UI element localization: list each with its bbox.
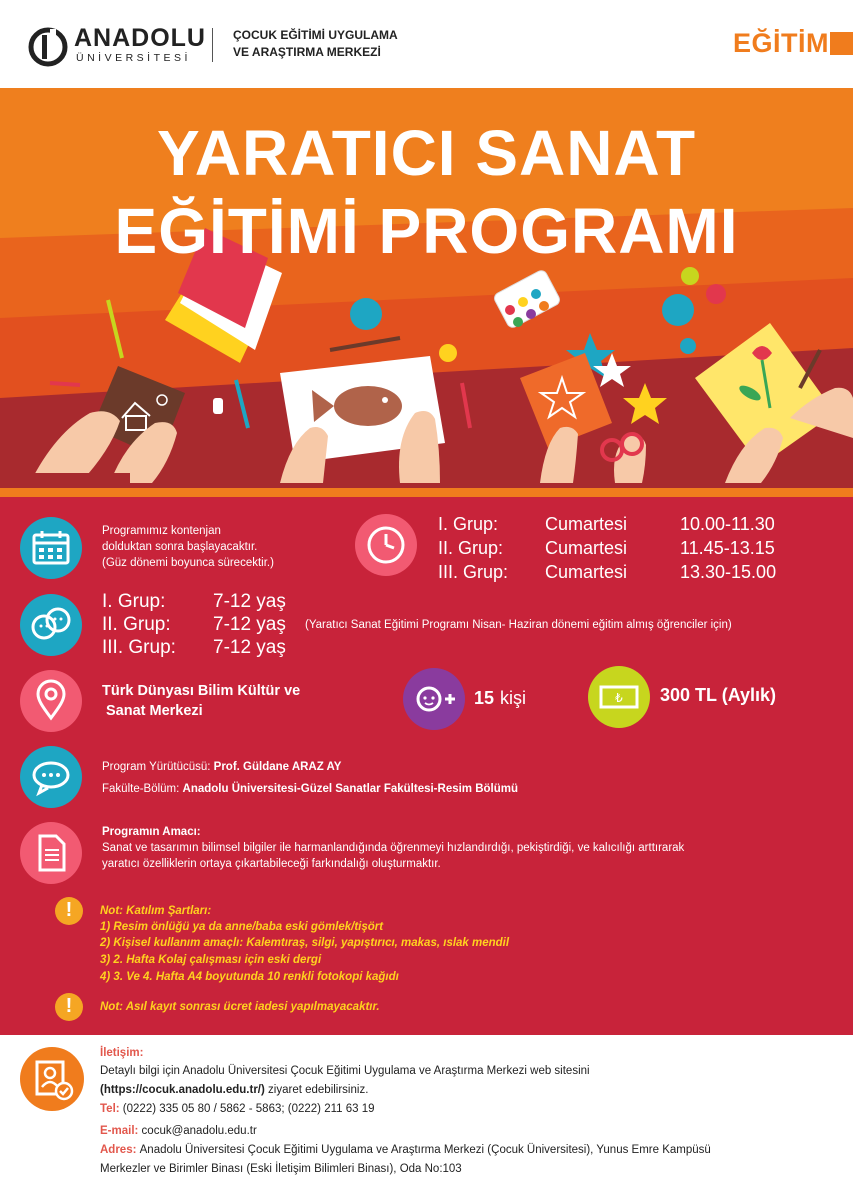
add-child-icon [403, 668, 465, 730]
program-title-line2: EĞİTİMİ PROGRAMI [114, 195, 739, 267]
children-icon [20, 594, 82, 656]
aim-line1: Sanat ve tasarımın bilimsel bilgiler ile harmanlandığında öğrenmeyi hızlandırdığı, pekiştirdiği, ve kalıcılığı arttırarak [102, 842, 685, 854]
warning-glyph: ! [65, 899, 73, 921]
contact-line2 [100, 1081, 368, 1100]
center-name-line2: VE ARAŞTIRMA MERKEZİ [233, 45, 381, 59]
capacity-unit: kişi [500, 688, 526, 708]
center-name-line1: ÇOCUK EĞİTİMİ UYGULAMA [233, 28, 398, 42]
schedule-group-3: III. Grup: [438, 562, 509, 582]
logo-name: ANADOLU [74, 24, 206, 52]
age-group-2: II. Grup: [102, 614, 171, 635]
warning-glyph: ! [65, 995, 73, 1017]
schedule-time-2: 11.45-13.15 [680, 538, 775, 558]
start-line2: dolduktan sonra başlayacaktır. [102, 541, 258, 553]
program-details [0, 497, 853, 1035]
email [100, 1122, 257, 1141]
address-line1 [100, 1141, 711, 1160]
note-item-2: 2) Kişisel kullanım amaçlı: Kalemtıraş, silgi, yapıştırıcı, makas, ıslak mendil [100, 937, 510, 949]
hero-banner [0, 88, 853, 488]
address-line2: Merkezler ve Birimler Binası (Eski İletişim Bilimleri Binası), Oda No:103 [100, 1163, 462, 1175]
contact-card-icon [20, 1047, 84, 1111]
orange-stripe [0, 488, 853, 497]
venue-line2: Sanat Merkezi [106, 703, 203, 719]
start-line1: Programımız kontenjan [102, 525, 221, 537]
logo-subtitle: ÜNİVERSİTESİ [76, 52, 191, 64]
schedule-group-2: II. Grup: [438, 538, 504, 558]
schedule-day-2: Cumartesi [545, 538, 628, 558]
age-group-1: I. Grup: [102, 591, 166, 612]
age-group-3: III. Grup: [102, 637, 176, 658]
refund-note: Not: Asıl kayıt sonrası ücret iadesi yapılmayacaktır. [100, 1001, 380, 1013]
capacity-number: 15 [474, 688, 495, 708]
program-lead-value: Prof. Güldane ARAZ AY [213, 761, 342, 773]
program-title-line1: YARATICI SANAT [156, 117, 697, 189]
contact-footer [0, 1035, 853, 1200]
address-label: Adres: [100, 1144, 140, 1156]
warning-icon [55, 993, 83, 1021]
aim-line2: yaratıcı özelliklerin ortaya çıkartabileceği farkındalığı oluşturmaktır. [102, 858, 441, 870]
location-pin-icon [20, 670, 82, 732]
email-link[interactable]: cocuk@anadolu.edu.tr [141, 1125, 257, 1137]
note-item-1: 1) Resim önlüğü ya da anne/baba eski gömlek/tişört [100, 921, 384, 933]
venue-line1: Türk Dünyası Bilim Kültür ve [102, 683, 301, 699]
note-item-4: 4) 3. Ve 4. Hafta A4 boyutunda 10 renkli fotokopi kağıdı [100, 971, 399, 983]
email-label: E-mail: [100, 1125, 142, 1137]
category-tag-block [830, 32, 853, 55]
note-title: Not: Katılım Şartları: [100, 905, 212, 917]
program-lead-label: Program Yürütücüsü: [102, 761, 214, 773]
calendar-icon [20, 517, 82, 579]
faculty-value: Anadolu Üniversitesi-Güzel Sanatlar Fakültesi-Resim Bölümü [182, 783, 519, 795]
schedule-day-3: Cumartesi [545, 562, 628, 582]
header [0, 0, 853, 88]
price: 300 TL (Aylık) [660, 685, 777, 705]
address-value-line1: Anadolu Üniversitesi Çocuk Eğitimi Uygulama ve Araştırma Merkezi (Çocuk Üniversitesi), Yunus Emre Kampüsü [139, 1144, 711, 1156]
header-divider [212, 28, 213, 62]
schedule-group-1: I. Grup: [438, 514, 499, 534]
contact-line1: Detaylı bilgi için Anadolu Üniversitesi Çocuk Eğitimi Uygulama ve Araştırma Merkezi web sitesini [100, 1065, 590, 1077]
age-range-2: 7-12 yaş [213, 614, 286, 635]
program-lead [102, 760, 341, 775]
banknote-icon [588, 666, 650, 728]
note-item-3: 3) 2. Hafta Kolaj çalışması için eski dergi [100, 954, 322, 966]
contact-line2-rest: ziyaret edebilirsiniz. [264, 1084, 369, 1096]
age-range-3: 7-12 yaş [213, 637, 286, 658]
speech-bubble-icon [20, 746, 82, 808]
aim-title: Programın Amacı: [102, 826, 201, 838]
schedule-time-3: 13.30-15.00 [680, 562, 777, 582]
schedule-day-1: Cumartesi [545, 514, 628, 534]
category-tag: EĞİTİM [733, 28, 829, 58]
start-line3: (Güz dönemi boyunca sürecektir.) [102, 557, 274, 569]
clock-icon [355, 514, 417, 576]
faculty-label: Fakülte-Bölüm: [102, 783, 183, 795]
svg-text:₺: ₺ [615, 691, 623, 705]
age-group-2-note: (Yaratıcı Sanat Eğitimi Programı Nisan- Haziran dönemi eğitim almış öğrenciler için) [305, 619, 732, 631]
contact-title: İletişim: [100, 1047, 144, 1059]
phone [100, 1100, 375, 1119]
website-link[interactable]: (https://cocuk.anadolu.edu.tr/) [100, 1084, 265, 1096]
anadolu-logo-icon [28, 27, 68, 67]
document-icon [20, 822, 82, 884]
age-range-1: 7-12 yaş [213, 591, 286, 612]
schedule-time-1: 10.00-11.30 [680, 514, 775, 534]
faculty [102, 782, 518, 797]
warning-icon [55, 897, 83, 925]
phone-label: Tel: [100, 1103, 123, 1115]
phone-value: (0222) 335 05 80 / 5862 - 5863; (0222) 211 63 19 [122, 1103, 375, 1115]
